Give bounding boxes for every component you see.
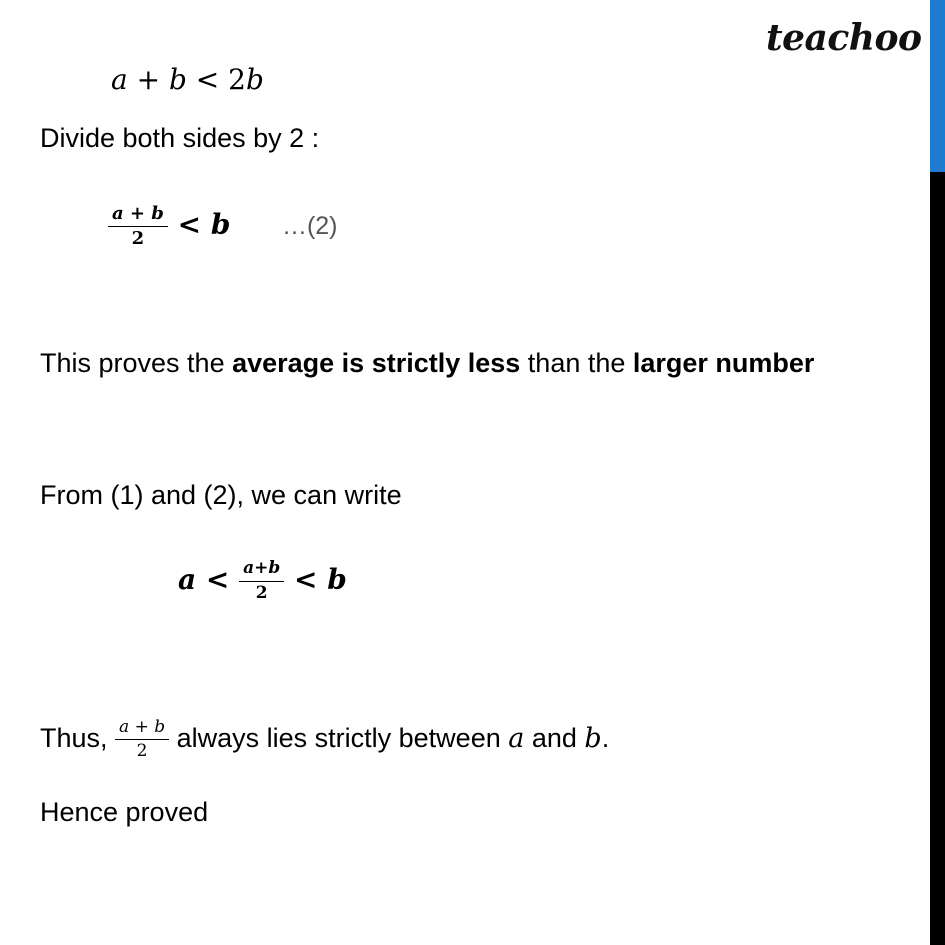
- fraction-numerator: a + b: [108, 204, 168, 228]
- combined-inequality: [178, 550, 347, 610]
- fraction-denominator: 2: [255, 583, 268, 603]
- less-than-sign-2: <: [284, 563, 328, 596]
- equation-sum-inequality: [111, 62, 264, 98]
- conclusion-statement: [40, 708, 609, 769]
- less-than-sign: <: [186, 63, 229, 96]
- fraction-average: [239, 559, 284, 603]
- from-text: From (1) and (2), we can write: [40, 480, 402, 510]
- plus-sign: +: [127, 63, 169, 96]
- thus-end: .: [601, 723, 610, 753]
- var-a: a: [508, 723, 525, 754]
- proof-text-1: This proves the: [40, 348, 233, 378]
- divide-text: Divide both sides by 2 :: [40, 123, 320, 153]
- scrollbar-thumb[interactable]: [930, 0, 945, 172]
- thus-middle: always lies strictly between: [169, 723, 509, 753]
- teachoo-logo: teachoo: [766, 17, 922, 59]
- scrollbar[interactable]: [930, 0, 945, 945]
- var-b: b: [168, 63, 187, 96]
- thus-and: and: [524, 723, 585, 753]
- var-b-rhs: b: [246, 63, 264, 96]
- proof-bold-1: average is strictly less: [232, 348, 521, 378]
- fraction-average: [108, 204, 168, 250]
- proof-statement: [40, 345, 814, 381]
- thus-prefix: Thus,: [40, 723, 116, 753]
- equation-2: [108, 195, 338, 256]
- fraction-average: [115, 718, 169, 762]
- var-b: b: [327, 563, 347, 596]
- proof-bold-2: larger number: [632, 348, 815, 378]
- fraction-numerator: a + b: [115, 718, 169, 741]
- fraction-numerator: a+b: [239, 559, 284, 582]
- hence-proved: Hence proved: [40, 797, 209, 827]
- var-b: b: [584, 723, 602, 754]
- less-than-sign-1: <: [196, 563, 240, 596]
- var-b: b: [210, 208, 231, 241]
- fraction-denominator: 2: [131, 228, 145, 250]
- var-a: a: [178, 563, 197, 596]
- fraction-denominator: 2: [136, 741, 148, 762]
- equation-reference-2: …(2): [281, 212, 338, 240]
- less-than-sign: <: [167, 208, 211, 241]
- var-a: a: [111, 63, 128, 96]
- proof-text-2: than the: [520, 348, 633, 378]
- coefficient-2: 2: [228, 63, 246, 96]
